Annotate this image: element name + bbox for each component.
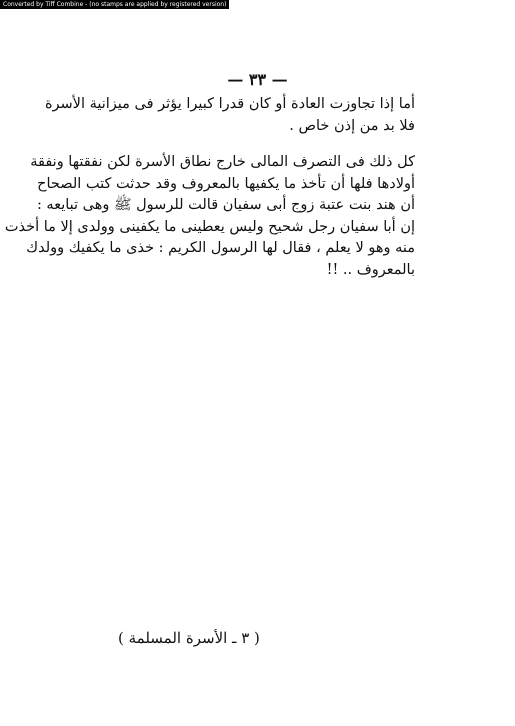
footer-signature: ( ٣ ـ الأسرة المسلمة ) <box>118 629 260 647</box>
text-line: أولادها فلها أن تأخذ ما يكفيها بالمعروف وقد حدثت كتب الصحاح <box>37 175 415 192</box>
text-line: أن هند بنت عتبة زوج أبى سفيان قالت للرسول ﷺ وهى تبايعه : <box>36 197 415 213</box>
text-line: بالمعروف .. !! <box>326 261 415 278</box>
text-line: كل ذلك فى التصرف المالى خارج نطاق الأسرة لكن نفقتها ونفقة <box>30 154 415 170</box>
text-line: أما إذا تجاوزت العادة أو كان قدرا كبيرا يؤثر فى ميزانية الأسرة <box>44 96 415 112</box>
text-line: فلا بد من إذن خاص . <box>289 117 415 134</box>
text-line: منه وهو لا يعلم ، فقال لها الرسول الكريم : خذى ما يكفيك وولدك <box>26 240 415 256</box>
text-line: إن أبا سفيان رجل شحيح وليس يعطينى ما يكفينى وولدى إلا ما أخذت <box>4 218 415 235</box>
page-number: — ٣٣ — <box>227 70 288 89</box>
paragraph-2 <box>4 152 415 281</box>
converter-banner: Converted by Tiff Combine - (no stamps are applied by registered version) <box>0 0 229 9</box>
paragraph-1 <box>44 94 415 137</box>
